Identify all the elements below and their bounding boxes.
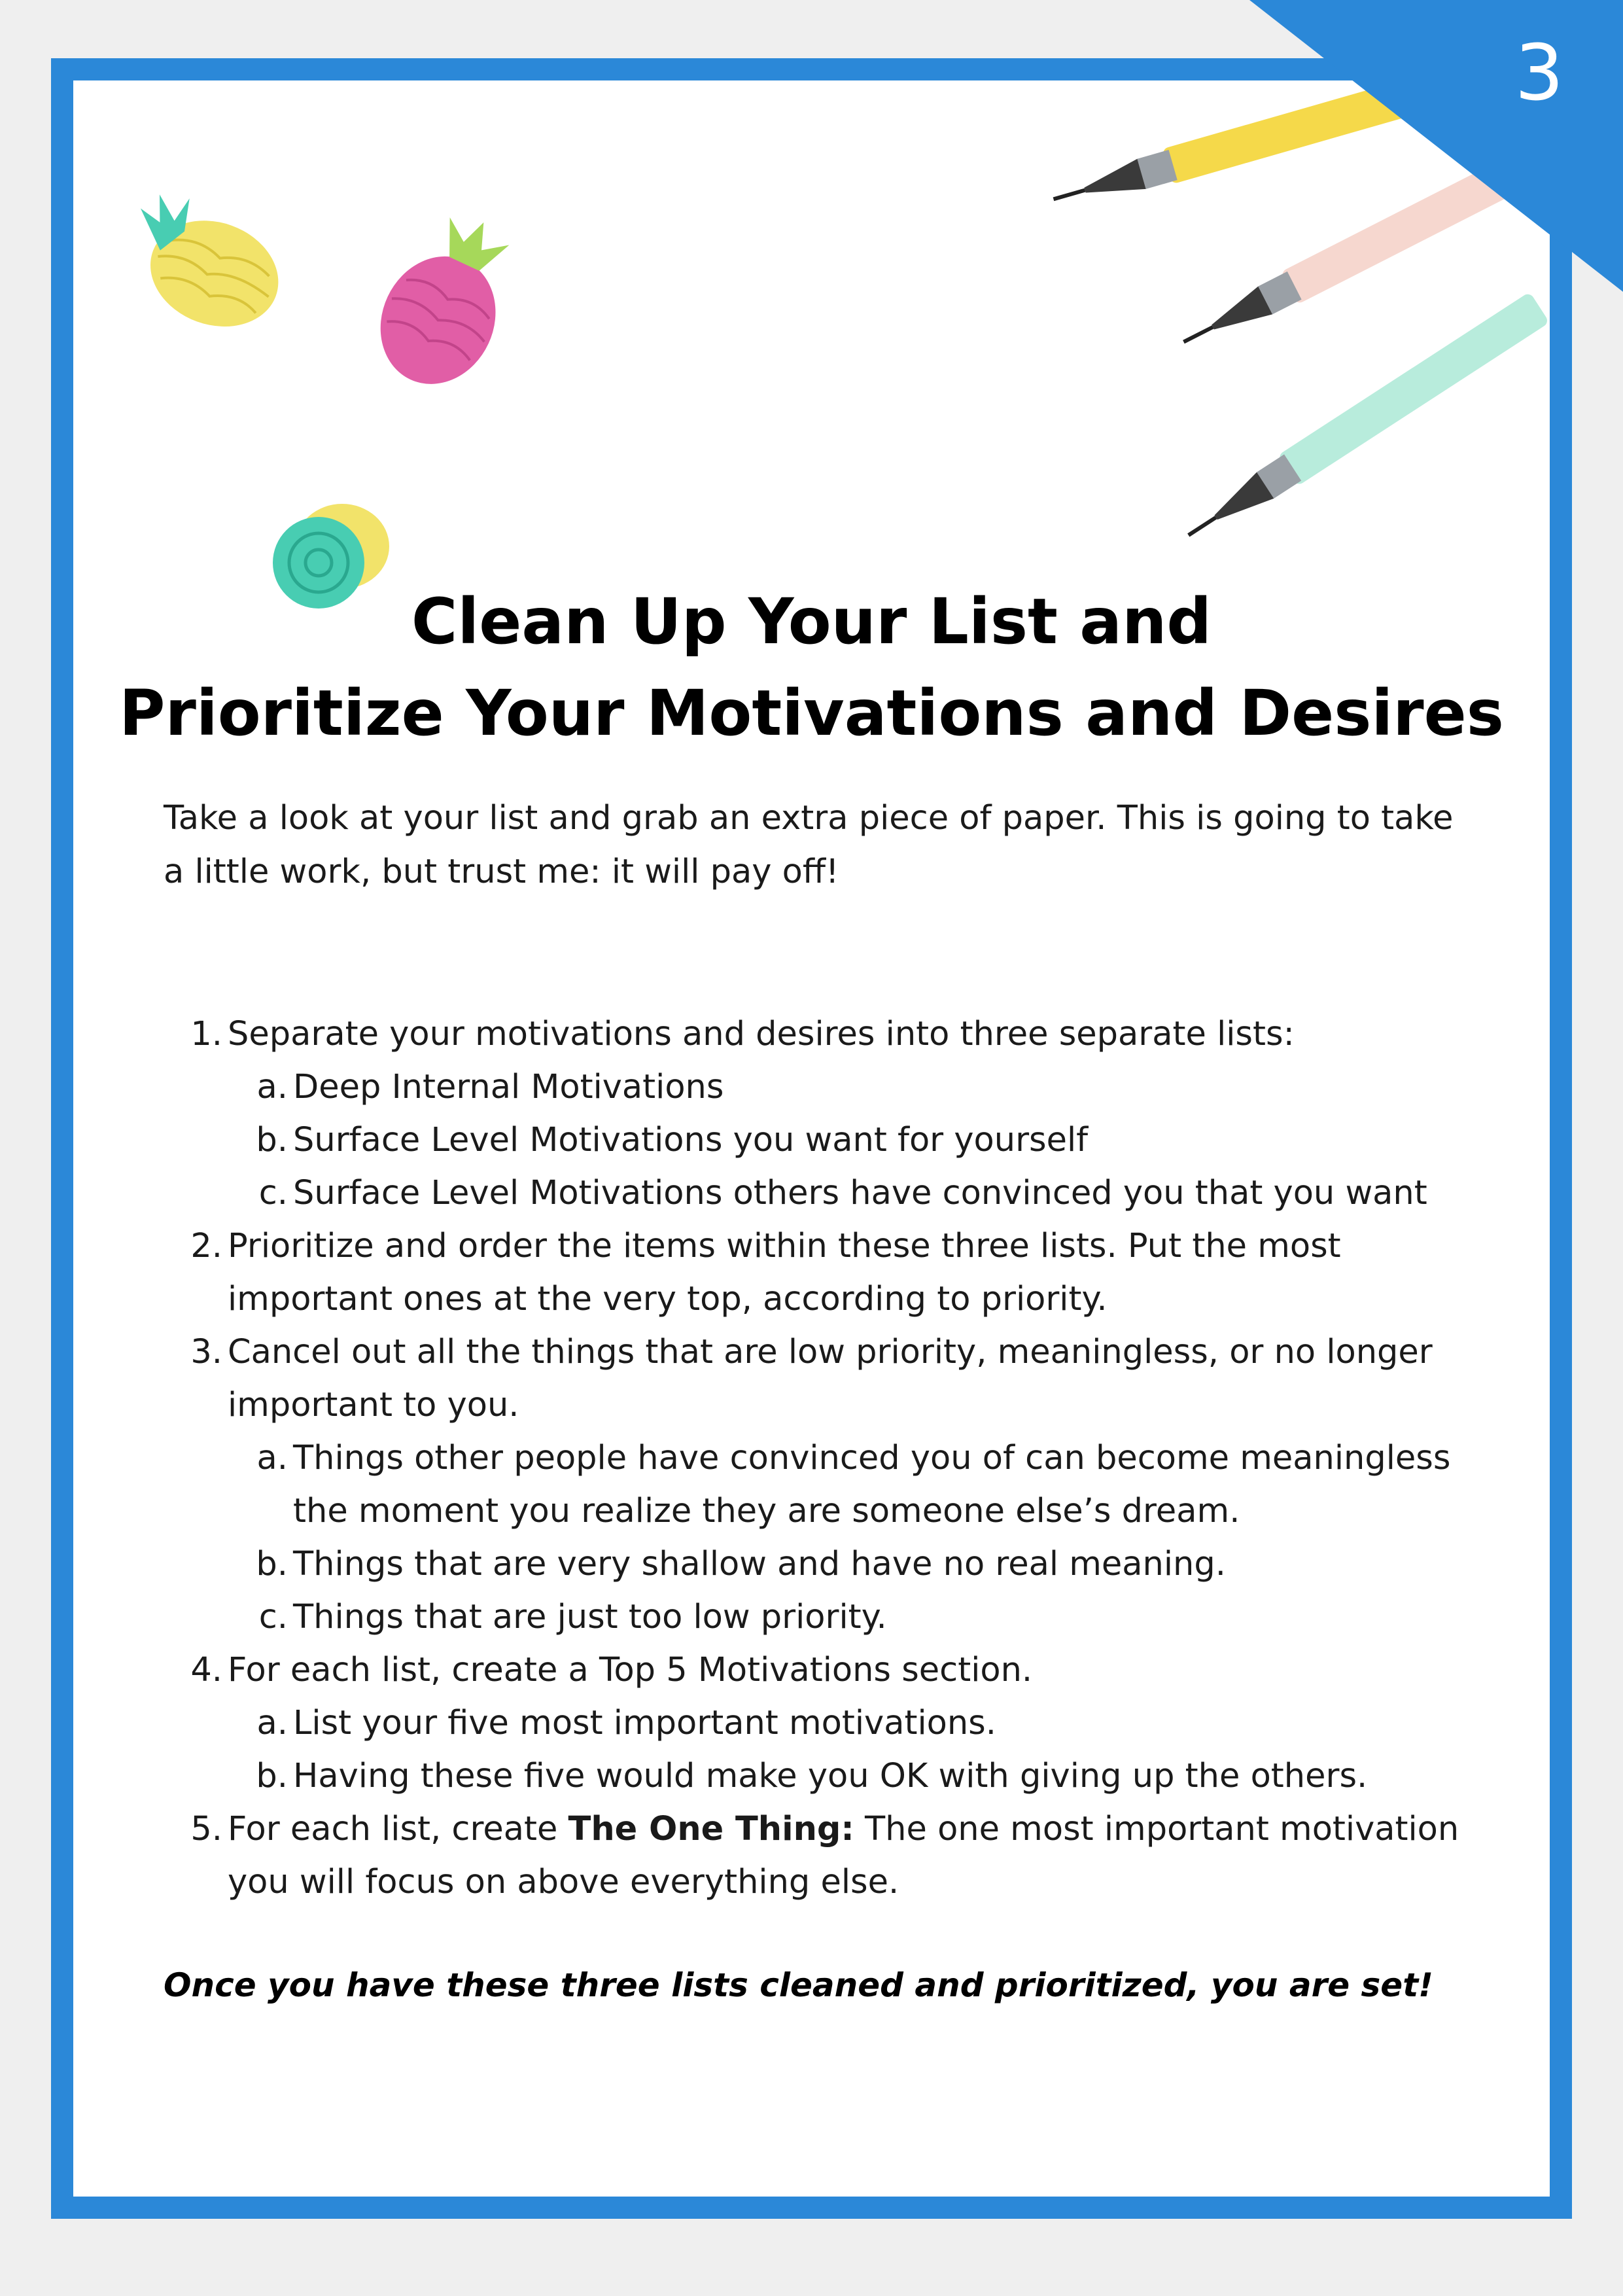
item-number: 2. <box>190 1227 222 1265</box>
sub-item-letter: b. <box>256 1121 288 1159</box>
sub-item-letter: c. <box>258 1598 288 1636</box>
item-text-before: For each list, create <box>228 1810 568 1848</box>
item-text: Prioritize and order the items within these three lists. Put the most important ones at the very top, according to priority. <box>228 1227 1341 1318</box>
item-number: 3. <box>190 1333 222 1371</box>
intro-paragraph: Take a look at your list and grab an extra piece of paper. This is going to take a little work, but trust me: it will pay off! <box>164 799 1454 891</box>
list-item <box>164 1644 1472 1697</box>
page-number: 3 <box>1514 27 1564 118</box>
item-text-after: The one most important motivation you will focus on above everything else. <box>228 1810 1459 1901</box>
sub-item-letter: b. <box>256 1545 288 1583</box>
sub-item-text: List your five most important motivations. <box>293 1704 996 1742</box>
item-number: 1. <box>190 1015 222 1053</box>
item-text: Separate your motivations and desires into three separate lists: <box>228 1015 1295 1053</box>
sub-item <box>164 1750 1472 1803</box>
sub-item-letter: a. <box>256 1704 288 1742</box>
item-text: Cancel out all the things that are low priority, meaningless, or no longer important to you. <box>228 1333 1433 1424</box>
sub-item-letter: a. <box>256 1439 288 1477</box>
list-item <box>164 1008 1472 1061</box>
the-one-thing-label: The One Thing: <box>568 1810 854 1848</box>
sub-item-text: Things that are just too low priority. <box>293 1598 887 1636</box>
steps-list <box>164 1008 1472 1909</box>
sub-item-letter: a. <box>256 1068 288 1106</box>
pineapple-eraser-pink-icon <box>363 216 533 399</box>
sub-item-letter: b. <box>256 1757 288 1795</box>
list-item <box>164 1326 1472 1432</box>
item-number: 5. <box>190 1810 222 1848</box>
title-line-1: Clean Up Your List and <box>411 585 1212 658</box>
list-item <box>164 1803 1472 1909</box>
list-item <box>164 1220 1472 1326</box>
closing-statement: Once you have these three lists cleaned and prioritized, you are set! <box>164 1966 1433 2004</box>
sub-item <box>164 1697 1472 1750</box>
sub-item <box>164 1167 1472 1220</box>
page-title <box>0 576 1623 759</box>
sub-item <box>164 1114 1472 1167</box>
title-line-2: Prioritize Your Motivations and Desires <box>119 677 1504 750</box>
sub-item-text: Having these five would make you OK with giving up the others. <box>293 1757 1368 1795</box>
sub-item <box>164 1538 1472 1591</box>
sub-item-text: Things other people have convinced you of can become meaningless the moment you realize they are someone else’s dream. <box>293 1439 1451 1530</box>
item-text: For each list, create a Top 5 Motivations section. <box>228 1651 1033 1689</box>
sub-item-text: Things that are very shallow and have no real meaning. <box>293 1545 1226 1583</box>
sub-item-text: Deep Internal Motivations <box>293 1068 724 1106</box>
sub-item <box>164 1061 1472 1114</box>
sub-item-text: Surface Level Motivations you want for yourself <box>293 1121 1089 1159</box>
sub-item <box>164 1432 1472 1538</box>
sub-item-letter: c. <box>258 1174 288 1212</box>
item-number: 4. <box>190 1651 222 1689</box>
pineapple-eraser-yellow-icon <box>111 190 301 347</box>
pen-mint-icon <box>1138 281 1557 582</box>
sub-item <box>164 1591 1472 1644</box>
sub-item-text: Surface Level Motivations others have convinced you that you want <box>293 1174 1427 1212</box>
